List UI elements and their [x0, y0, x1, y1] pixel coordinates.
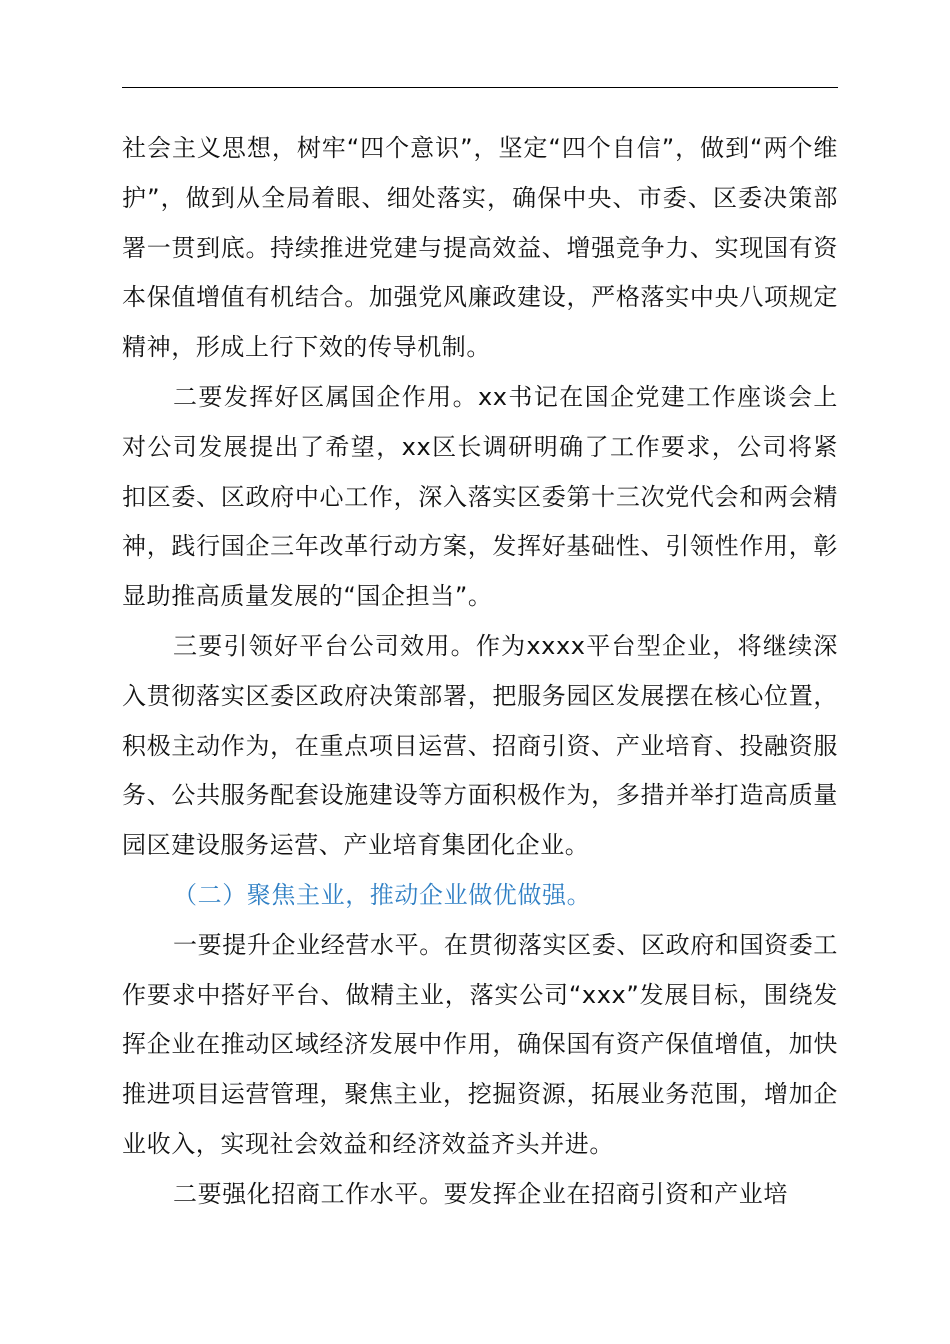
paragraph-investment-promotion: 二要强化招商工作水平。要发挥企业在招商引资和产业培	[173, 1179, 788, 1208]
paragraph-platform-company: 三要引领好平台公司效用。作为xxxx平台型企业，将继续深入贯彻落实区委区政府决策部署，把服务园区发展摆在核心位置，积极主动作为，在重点项目运营、招商引资、产业培育、投融资服务、公共服务配套设施建设等方面积极作为，多措并举打造高质量园区建设服务运营、产业培育集团化企业。	[122, 631, 838, 860]
paragraph-operations-level: 一要提升企业经营水平。在贯彻落实区委、区政府和国资委工作要求中搭好平台、做精主业，落实公司“xxx”发展目标，围绕发挥企业在推动区域经济发展中作用，确保国有资产保值增值，加快推进项目运营管理，聚焦主业，挖掘资源，拓展业务范围，增加企业收入，实现社会效益和经济效益齐头并进。	[122, 930, 838, 1158]
section-heading-focus-main-business: （二）聚焦主业，推动企业做优做强。	[173, 880, 592, 909]
header-rule	[122, 87, 838, 88]
paragraph-continuation: 社会主义思想，树牢“四个意识”，坚定“四个自信”，做到“两个维护”，做到从全局着眼、细处落实，确保中央、市委、区委决策部署一贯到底。持续推进党建与提高效益、增强竞争力、实现国有资本保值增值有机结合。加强党风廉政建设，严格落实中央八项规定精神，形成上行下效的传导机制。	[122, 134, 838, 362]
paragraph-state-enterprise-role: 二要发挥好区属国企作用。xx书记在国企党建工作座谈会上对公司发展提出了希望，xx区长调研明确了工作要求，公司将紧扣区委、区政府中心工作，深入落实区委第十三次党代会和两会精神，践行国企三年改革行动方案，发挥好基础性、引领性作用，彰显助推高质量发展的“国企担当”。	[122, 382, 838, 611]
document-body	[122, 124, 838, 1220]
